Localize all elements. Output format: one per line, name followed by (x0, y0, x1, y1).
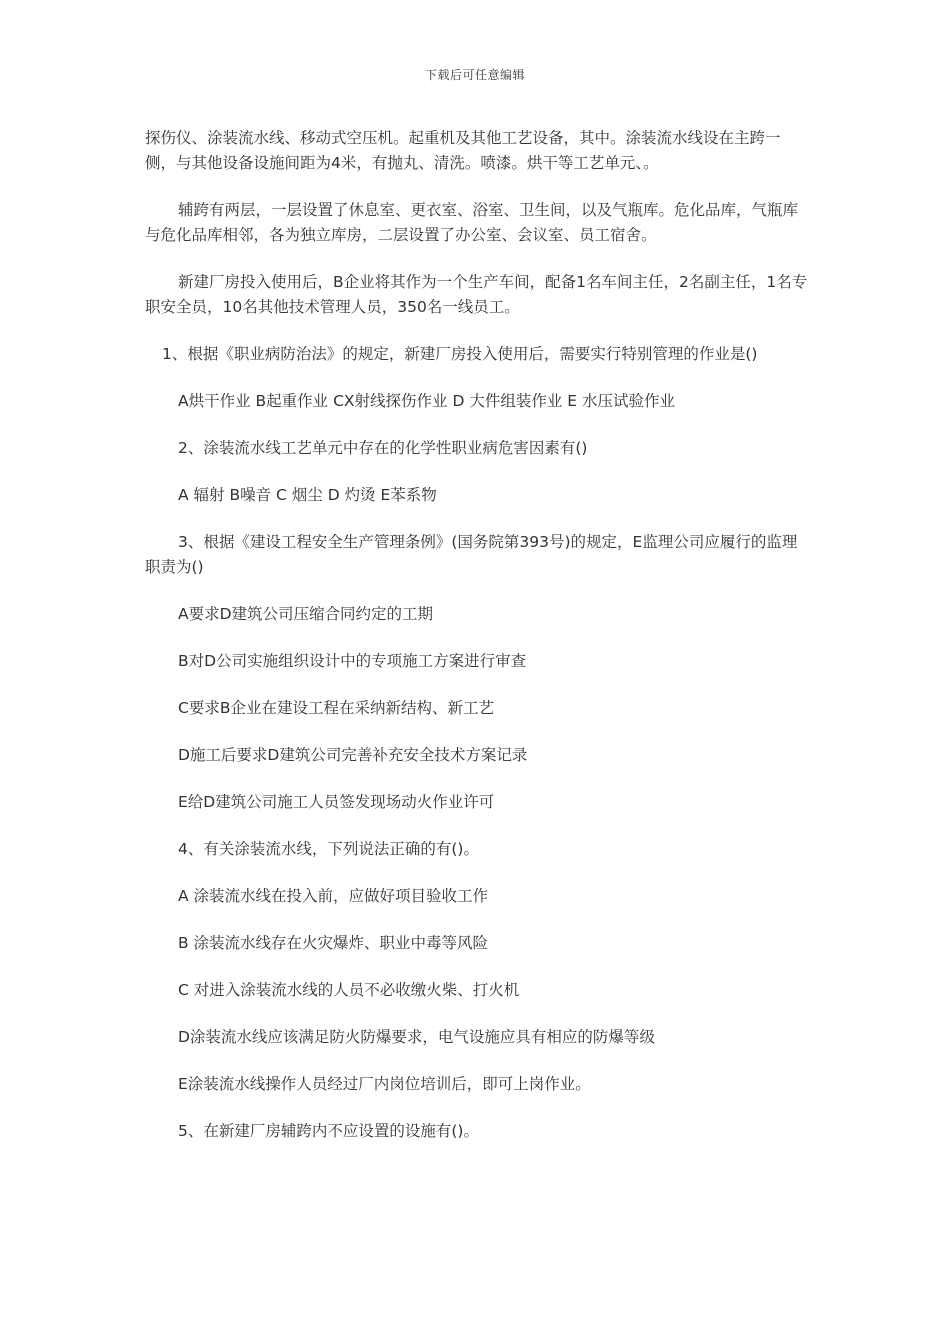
question-4: 4、有关涂装流水线，下列说法正确的有()。 (178, 840, 479, 858)
question-3-option-e: E给D建筑公司施工人员签发现场动火作业许可 (178, 793, 495, 811)
paragraph-auxiliary-span: 辅跨有两层，一层设置了休息室、更衣室、浴室、卫生间，以及气瓶库。危化品库，气瓶库与危化品库相邻，各为独立库房，二层设置了办公室、会议室、员工宿舍。 (145, 201, 799, 244)
question-5: 5、在新建厂房辅跨内不应设置的设施有()。 (178, 1122, 479, 1140)
question-3-option-a: A要求D建筑公司压缩合同约定的工期 (178, 605, 434, 623)
question-1-options: A烘干作业 B起重作业 CX射线探伤作业 D 大件组装作业 E 水压试验作业 (178, 392, 675, 410)
question-3: 3、根据《建设工程安全生产管理条例》(国务院第393号)的规定，E监理公司应履行的监理职责为() (145, 533, 798, 576)
question-4-option-c: C 对进入涂装流水线的人员不必收缴火柴、打火机 (178, 981, 520, 999)
question-2: 2、涂装流水线工艺单元中存在的化学性职业病危害因素有() (178, 439, 588, 457)
question-4-option-b: B 涂装流水线存在火灾爆炸、职业中毒等风险 (178, 934, 489, 952)
question-3-option-d: D施工后要求D建筑公司完善补充安全技术方案记录 (178, 746, 528, 764)
question-3-option-c: C要求B企业在建设工程在采纳新结构、新工艺 (178, 699, 494, 717)
question-4-option-d: D涂装流水线应该满足防火防爆要求，电气设施应具有相应的防爆等级 (178, 1028, 655, 1046)
page-header: 下载后可任意编辑 (424, 68, 525, 82)
paragraph-workshop-staff: 新建厂房投入使用后，B企业将其作为一个生产车间，配备1名车间主任，2名副主任，1名专职安全员，10名其他技术管理人员，350名一线员工。 (145, 273, 808, 316)
question-2-options: A 辐射 B噪音 C 烟尘 D 灼烫 E苯系物 (178, 486, 437, 504)
question-4-option-e: E涂装流水线操作人员经过厂内岗位培训后，即可上岗作业。 (178, 1075, 591, 1093)
question-3-option-b: B对D公司实施组织设计中的专项施工方案进行审查 (178, 652, 527, 670)
paragraph-equipment: 探伤仪、涂装流水线、移动式空压机。起重机及其他工艺设备，其中。涂装流水线设在主跨一侧，与其他设备设施间距为4米，有抛丸、清洗。喷漆。烘干等工艺单元、。 (145, 129, 781, 172)
question-1: 1、根据《职业病防治法》的规定，新建厂房投入使用后，需要实行特别管理的作业是() (162, 345, 758, 363)
document-body (145, 126, 810, 1166)
question-4-option-a: A 涂装流水线在投入前，应做好项目验收工作 (178, 887, 489, 905)
